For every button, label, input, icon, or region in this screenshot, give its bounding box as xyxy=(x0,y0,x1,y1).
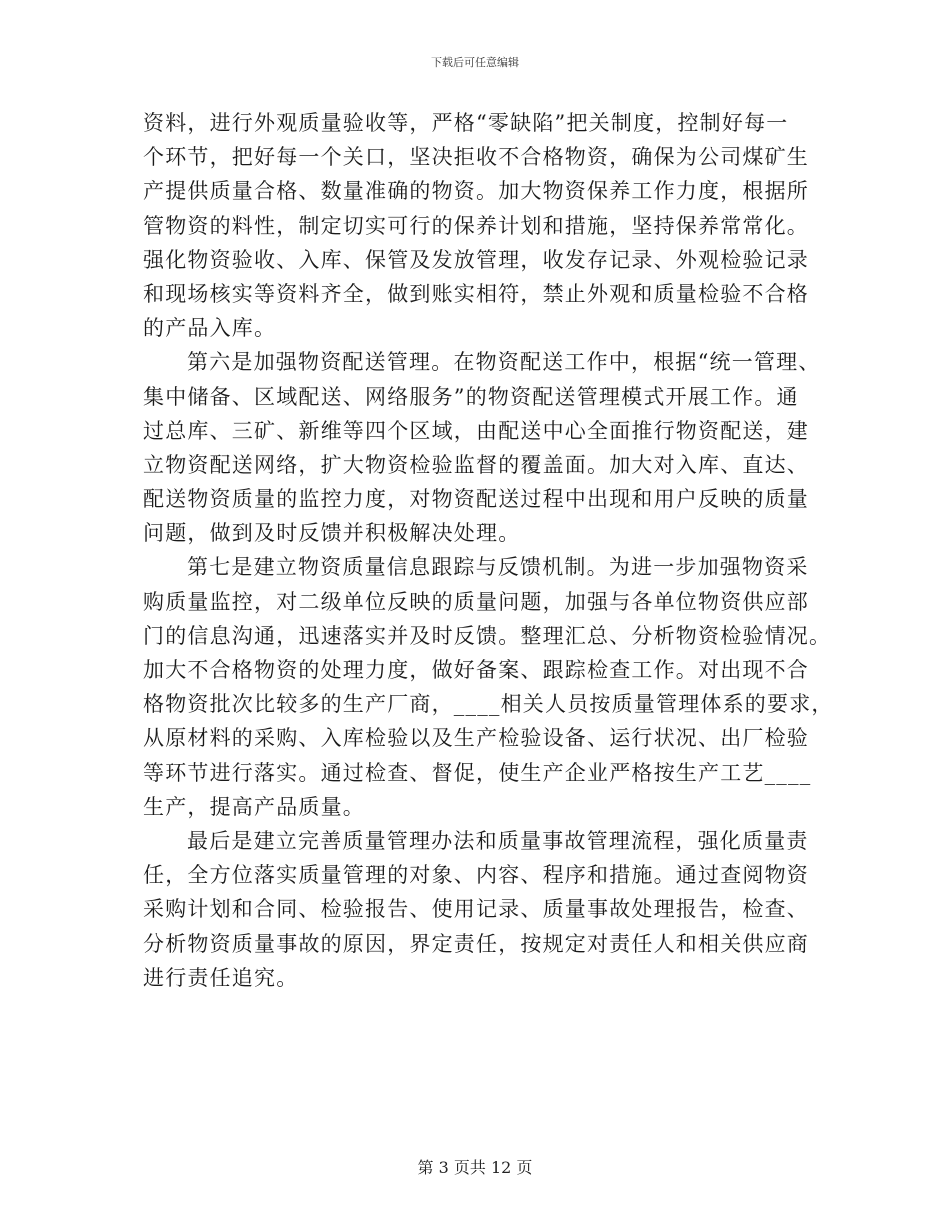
text-line: 加大不合格物资的处理力度，做好备案、跟踪检查工作。对出现不合 xyxy=(143,658,809,682)
paragraph-continued xyxy=(143,106,815,345)
text-line: 过总库、三矿、新维等四个区域，由配送中心全面推行物资配送，建 xyxy=(143,418,809,443)
text-line: 门的信息沟通，迅速落实并及时反馈。整理汇总、分析物资检验情况。 xyxy=(143,623,832,648)
text-line: 集中储备、区域配送、网络服务”的物资配送管理模式开展工作。通 xyxy=(143,384,799,409)
text-line: 问题，做到及时反馈并积极解决处理。 xyxy=(143,521,521,546)
text-line: 任，全方位落实质量管理的对象、内容、程序和措施。通过查阅物资 xyxy=(143,863,809,888)
text-line: 和现场核实等资料齐全，做到账实相符，禁止外观和质量检验不合格 xyxy=(143,281,809,306)
text-line: 等环节进行落实。通过检查、督促，使生产企业严格按生产工艺____ xyxy=(143,760,812,785)
text-line: 产提供质量合格、数量准确的物资。加大物资保养工作力度，根据所 xyxy=(143,179,809,204)
text-line: 的产品入库。 xyxy=(143,316,277,341)
text-line: 分析物资质量事故的原因，界定责任，按规定对责任人和相关供应商 xyxy=(143,931,809,956)
page-header: 下载后可任意编辑 xyxy=(431,56,519,69)
text-line: 强化物资验收、入库、保管及发放管理，收发存记录、外观检验记录 xyxy=(143,247,809,272)
text-line: 资料，进行外观质量验收等，严格“零缺陷”把关制度，控制好每一 xyxy=(143,111,789,135)
paragraph-sixth xyxy=(143,345,821,550)
text-line: 格物资批次比较多的生产厂商，____相关人员按质量管理体系的要求， xyxy=(143,692,834,717)
paragraph-last xyxy=(143,824,815,995)
text-line: 进行责任追究。 xyxy=(143,965,299,990)
text-line: 管物资的料性，制定切实可行的保养计划和措施，坚持保养常常化。 xyxy=(143,213,809,238)
text-line: 采购计划和合同、检验报告、使用记录、质量事故处理报告，检查、 xyxy=(143,897,809,922)
document-body xyxy=(143,106,834,995)
text-line: 第七是建立物资质量信息跟踪与反馈机制。为进一步加强物资采 xyxy=(187,555,809,580)
text-line: 个环节，把好每一个关口，坚决拒收不合格物资，确保为公司煤矿生 xyxy=(143,145,809,170)
text-line: 购质量监控，对二级单位反映的质量问题，加强与各单位物资供应部 xyxy=(143,589,809,614)
text-line: 配送物资质量的监控力度，对物资配送过程中出现和用户反映的质量 xyxy=(143,487,809,512)
page-footer: 第 3 页共 12 页 xyxy=(417,1158,533,1177)
text-line: 最后是建立完善质量管理办法和质量事故管理流程，强化质量责 xyxy=(187,828,809,853)
text-line: 第六是加强物资配送管理。在物资配送工作中，根据“统一管理、 xyxy=(187,350,821,375)
paragraph-seventh xyxy=(143,550,834,824)
text-line: 从原材料的采购、入库检验以及生产检验设备、运行状况、出厂检验 xyxy=(143,726,809,751)
text-line: 立物资配送网络，扩大物资检验监督的覆盖面。加大对入库、直达、 xyxy=(143,452,809,477)
text-line: 生产，提高产品质量。 xyxy=(143,794,365,819)
